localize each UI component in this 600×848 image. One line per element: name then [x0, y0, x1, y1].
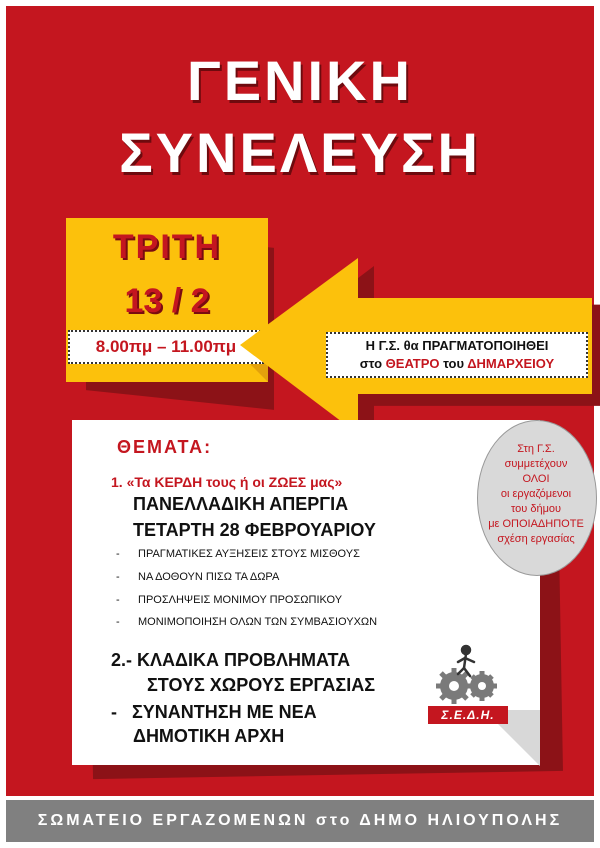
bullet-marker: - — [116, 594, 120, 606]
venue-text-mid: του — [439, 356, 468, 371]
topic-2: 2.- ΚΛΑΔΙΚΑ ΠΡΟΒΛΗΜΑΤΑ — [111, 650, 351, 670]
participation-text — [477, 442, 595, 547]
bullet-marker: - — [116, 616, 120, 628]
venue-line-2 — [328, 355, 586, 373]
bullet-text: ΠΡΑΓΜΑΤΙΚΕΣ ΑΥΞΗΣΕΙΣ ΣΤΟΥΣ ΜΙΣΘΟΥΣ — [138, 548, 360, 560]
topic-3: - ΣΥΝΑΝΤΗΣΗ ΜΕ ΝΕΑ — [111, 702, 317, 722]
circle-line: Στη Γ.Σ. — [517, 443, 555, 455]
bullet-text: ΠΡΟΣΛΗΨΕΙΣ ΜΟΝΙΜΟΥ ΠΡΟΣΩΠΙΚΟΥ — [138, 594, 343, 606]
bullet-marker: - — [116, 548, 120, 560]
venue-theatre: ΘΕΑΤΡΟ — [385, 356, 440, 371]
circle-line: ΟΛΟΙ — [522, 473, 550, 485]
title-line-1: ΓΕΝΙΚΗ — [187, 49, 413, 112]
venue-line-1: Η Γ.Σ. θα ΠΡΑΓΜΑΤΟΠΟΙΗΘΕΙ — [365, 338, 549, 353]
topic-1-line-3: ΤΕΤΑΡΤΗ 28 ΦΕΒΡΟΥΑΡΙΟΥ — [133, 520, 376, 540]
topic-2-line-2: ΣΤΟΥΣ ΧΩΡΟΥΣ ΕΡΓΑΣΙΑΣ — [147, 675, 376, 695]
venue-text-pre: στο — [359, 356, 386, 371]
circle-line: οι εργαζόμενοι — [500, 488, 572, 500]
bullet-marker: - — [116, 571, 120, 583]
circle-line: με ΟΠΟΙΑΔΗΠΟΤΕ — [488, 518, 584, 530]
bullet-text: ΝΑ ΔΟΘΟΥΝ ΠΙΣΩ ΤΑ ΔΩΡΑ — [138, 571, 280, 583]
day-label: ΤΡΙΤΗ — [112, 228, 222, 266]
venue-townhall: ΔΗΜΑΡΧΕΙΟΥ — [467, 356, 555, 371]
title-line-2: ΣΥΝΕΛΕΥΣΗ — [119, 121, 481, 184]
topics-heading: ΘΕΜΑΤΑ: — [117, 437, 213, 457]
footer-union-name: ΣΩΜΑΤΕΙΟ ΕΡΓΑΖΟΜΕΝΩΝ στο ΔΗΜΟ ΗΛΙΟΥΠΟΛΗΣ — [6, 800, 594, 842]
hours-box: 8.00πμ – 11.00πμ — [68, 330, 264, 364]
date-label: 13 / 2 — [124, 282, 210, 320]
topic-1: 1. «Τα ΚΕΡΔΗ τους ή οι ΖΩΕΣ μας» — [111, 474, 343, 490]
union-logo-label: Σ.Ε.Δ.Η. — [428, 706, 508, 724]
circle-line: συμμετέχουν — [504, 458, 568, 470]
circle-line: του δήμου — [510, 503, 562, 515]
bullet-text: ΜΟΝΙΜΟΠΟΙΗΣΗ ΟΛΩΝ ΤΩΝ ΣΥΜΒΑΣΙΟΥΧΩΝ — [138, 616, 378, 628]
circle-line: σχέση εργασίας — [497, 533, 575, 545]
venue-box — [326, 332, 588, 378]
topic-3-line-2: ΔΗΜΟΤΙΚΗ ΑΡΧΗ — [133, 726, 285, 746]
topic-1-line-2: ΠΑΝΕΛΛΑΔΙΚΗ ΑΠΕΡΓΙΑ — [133, 494, 349, 514]
